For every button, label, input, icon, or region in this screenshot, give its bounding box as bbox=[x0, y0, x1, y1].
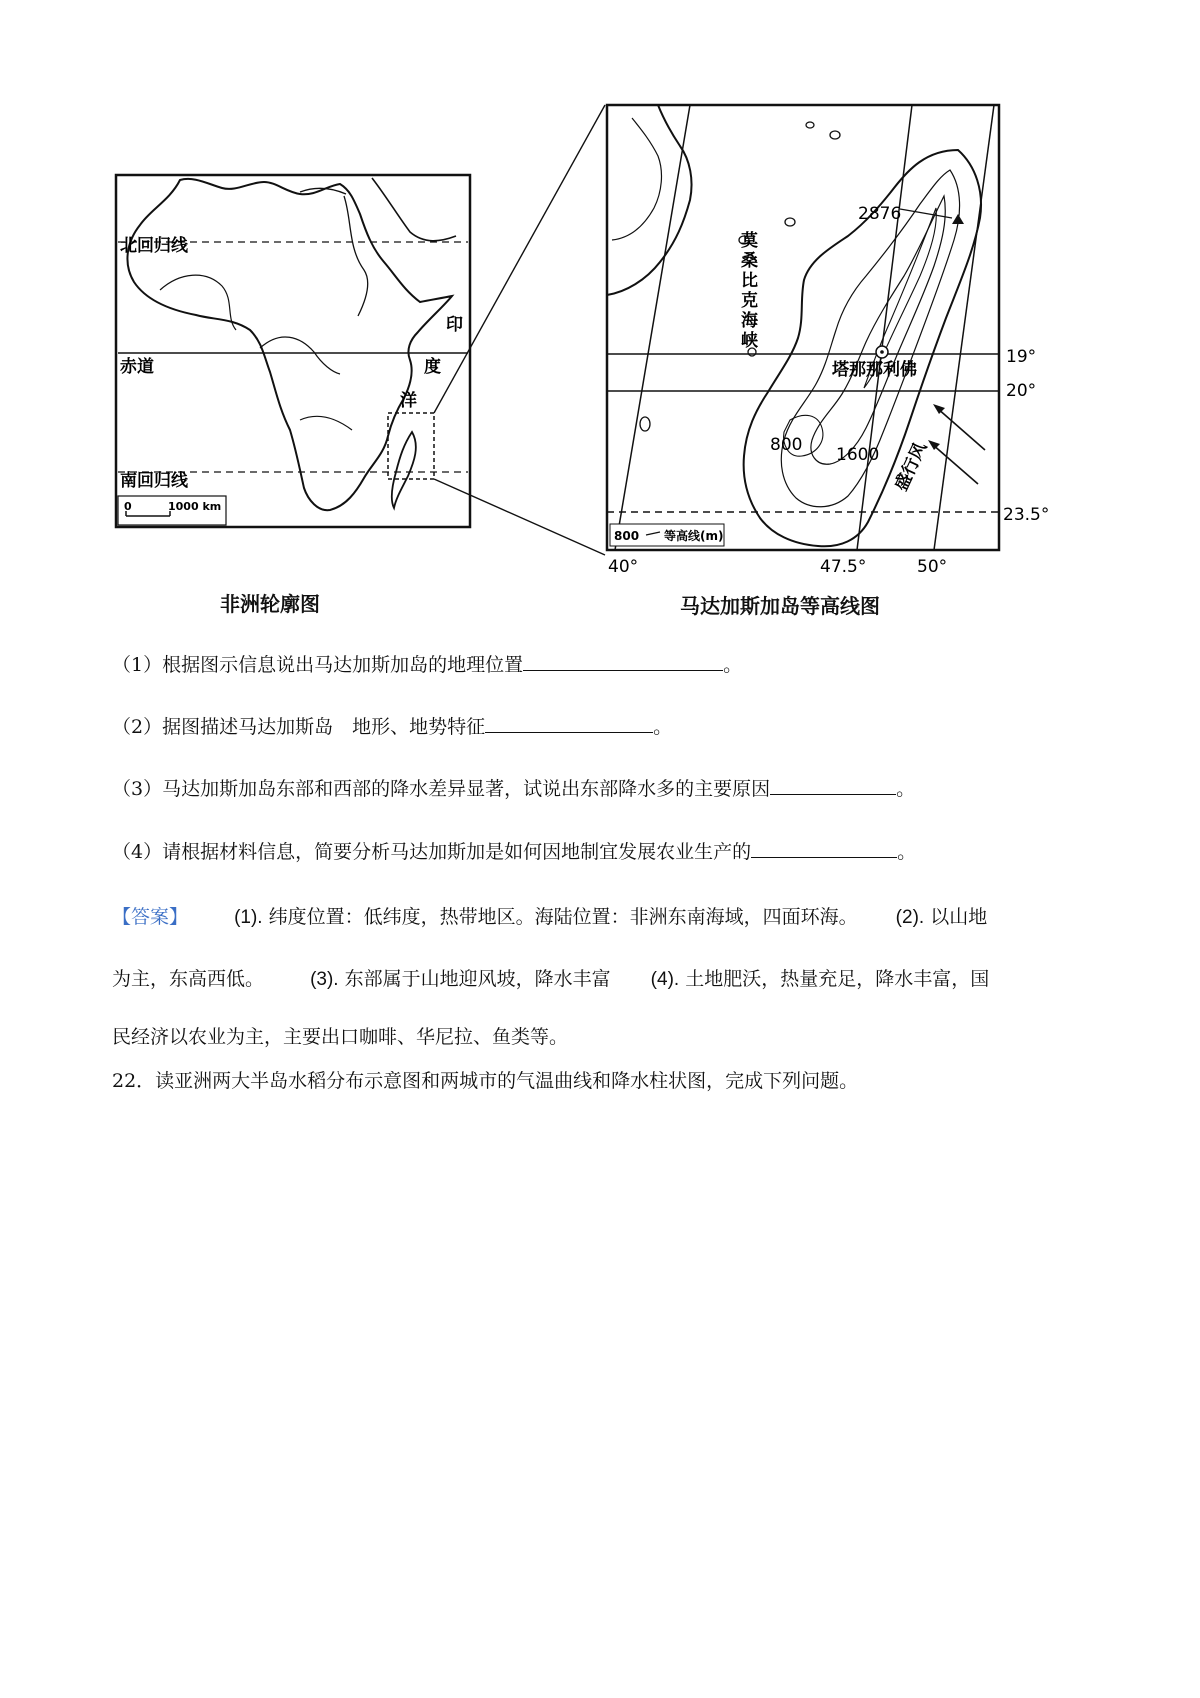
answer-blank-4[interactable] bbox=[751, 837, 897, 858]
next-question: 22．读亚洲两大半岛水稻分布示意图和两城市的气温曲线和降水柱状图，完成下列问题。 bbox=[112, 1070, 859, 1092]
question-3-end: 。 bbox=[896, 778, 916, 800]
question-2-text: （2）据图描述马达加斯岛 地形、地势特征 bbox=[112, 716, 486, 738]
mainland-coast bbox=[607, 105, 692, 295]
madagascar-map-frame bbox=[607, 105, 999, 550]
meridian-40 bbox=[615, 105, 690, 550]
channel-char-5: 海 bbox=[741, 311, 758, 331]
question-2-end: 。 bbox=[653, 716, 673, 738]
answer-line-2 bbox=[112, 964, 989, 991]
answer-num-1: (1). bbox=[234, 907, 263, 928]
answer-blank-2[interactable] bbox=[485, 712, 653, 733]
lon-475-label: 47.5° bbox=[820, 557, 867, 577]
scale-start-label: 0 bbox=[124, 500, 132, 513]
peak-marker bbox=[952, 214, 964, 224]
answer-num-3: (3). bbox=[310, 969, 339, 990]
question-2 bbox=[112, 712, 672, 741]
answer-text-2a: 以山地 bbox=[930, 906, 988, 928]
contour-1600-label: 1600 bbox=[836, 445, 880, 465]
peak-leader bbox=[900, 209, 952, 218]
answer-blank-1[interactable] bbox=[523, 650, 723, 671]
question-3 bbox=[112, 774, 915, 803]
island-2 bbox=[806, 122, 814, 128]
wind-arrow-1 bbox=[937, 408, 985, 450]
legend-value: 800 bbox=[614, 529, 640, 543]
answer-num-4: (4). bbox=[650, 969, 680, 990]
answer-text-2b: 为主，东高西低。 bbox=[112, 968, 265, 990]
answer-text-4b: 民经济以农业为主，主要出口咖啡、华尼拉、鱼类等。 bbox=[112, 1026, 569, 1048]
answer-blank-3[interactable] bbox=[770, 774, 896, 795]
capital-label: 塔那那利佛 bbox=[832, 360, 917, 380]
madagascar-map bbox=[0, 0, 1200, 600]
question-3-text: （3）马达加斯加岛东部和西部的降水差异显著，试说出东部降水多的主要原因 bbox=[112, 778, 771, 800]
wind-arrow-2 bbox=[932, 444, 978, 484]
capital-dot bbox=[880, 350, 884, 354]
contour-800-label: 800 bbox=[770, 435, 803, 455]
scale-end-label: 1000 km bbox=[168, 500, 222, 513]
answer-text-3: 东部属于山地迎风坡，降水丰富 bbox=[344, 968, 611, 990]
answer-text-4a: 土地肥沃，热量充足，降水丰富，国 bbox=[685, 968, 990, 990]
channel-char-4: 克 bbox=[741, 291, 758, 311]
question-1 bbox=[112, 650, 742, 679]
question-4 bbox=[112, 837, 916, 866]
madagascar-caption: 马达加斯加岛等高线图 bbox=[680, 594, 880, 618]
tropic-south-label: 南回归线 bbox=[120, 471, 188, 491]
lon-40-label: 40° bbox=[608, 557, 639, 577]
equator-label: 赤道 bbox=[120, 357, 154, 377]
answer-num-2: (2). bbox=[895, 907, 925, 928]
answer-text-1: 纬度位置：低纬度，热带地区。海陆位置：非洲东南海域，四面环海。 bbox=[268, 906, 858, 928]
question-4-text: （4）请根据材料信息，简要分析马达加斯加是如何因地制宜发展农业生产的 bbox=[112, 841, 752, 863]
ocean-char-1: 印 bbox=[446, 315, 463, 335]
channel-char-6: 峡 bbox=[741, 331, 758, 351]
legend-label: 等高线(m) bbox=[664, 529, 724, 543]
question-1-end: 。 bbox=[723, 654, 743, 676]
peak-label: 2876 bbox=[858, 204, 902, 224]
tropic-north-label: 北回归线 bbox=[120, 236, 188, 256]
answer-line-1 bbox=[112, 902, 987, 929]
lon-50-label: 50° bbox=[917, 557, 948, 577]
wind-label: 盛行风 bbox=[891, 439, 932, 495]
island-3 bbox=[785, 218, 795, 226]
answer-tag: 【答案】 bbox=[112, 906, 189, 928]
answer-line-3 bbox=[112, 1022, 568, 1049]
ocean-char-3: 洋 bbox=[400, 391, 417, 411]
lat-235-label: 23.5° bbox=[1003, 505, 1050, 525]
channel-char-1: 莫 bbox=[741, 231, 758, 251]
island-1 bbox=[830, 131, 840, 139]
question-1-text: （1）根据图示信息说出马达加斯加岛的地理位置 bbox=[112, 654, 524, 676]
lat-19-label: 19° bbox=[1006, 347, 1037, 367]
channel-char-3: 比 bbox=[741, 271, 758, 291]
island-6 bbox=[640, 417, 650, 431]
africa-caption: 非洲轮廓图 bbox=[220, 592, 320, 616]
ocean-char-2: 度 bbox=[424, 357, 441, 377]
question-4-end: 。 bbox=[897, 841, 917, 863]
channel-char-2: 桑 bbox=[741, 251, 758, 271]
lat-20-label: 20° bbox=[1006, 381, 1037, 401]
mainland-contour bbox=[612, 118, 661, 240]
